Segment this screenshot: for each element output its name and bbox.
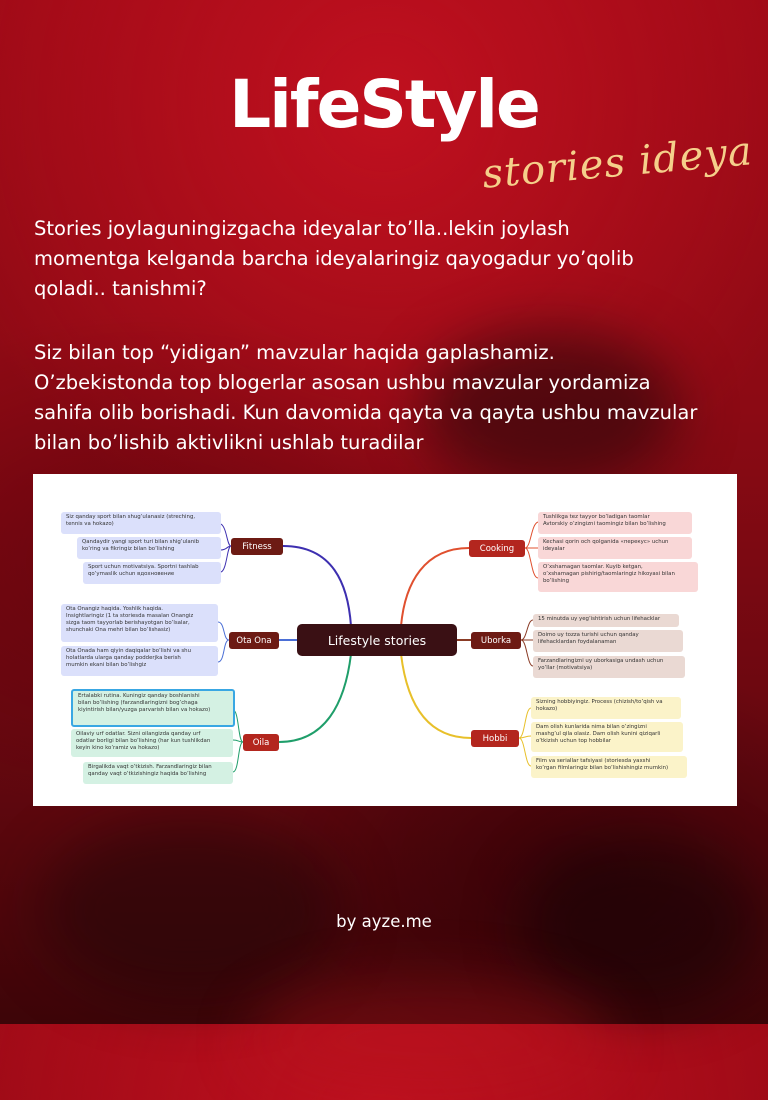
idea-line: o’tkizish uchun top hobbilar xyxy=(536,738,611,744)
intro-line: sahifa olib borishadi. Kun davomida qayta va qayta ushbu mavzular xyxy=(34,401,698,424)
idea-line: Oilaviy urf odatlar. Sizni oilangizda qanday urf xyxy=(76,731,201,737)
idea-line: hokazo) xyxy=(536,706,558,712)
idea-line: Ota Onada ham qiyin daqiqalar bo’lishi va shu xyxy=(66,648,192,654)
topic-hobbi: Hobbi xyxy=(471,730,519,747)
idea-line: ko’ring va fikringiz bilan bo’lishing xyxy=(82,546,175,552)
idea-line: tennis va hokazo) xyxy=(66,521,114,527)
connector-oila-leaf xyxy=(233,742,243,772)
mindmap-card xyxy=(33,474,737,806)
idea-line: bo’lishing xyxy=(543,578,569,584)
idea-cooking xyxy=(538,537,692,559)
intro-paragraph xyxy=(34,338,754,458)
idea-line: odatlar borligi bilan bo’lishing (har kun tushlikdan xyxy=(76,738,211,744)
idea-line: 15 minutda uy yeg’ishtirish uchun lifehacklar xyxy=(538,616,661,622)
idea-cooking xyxy=(538,562,698,592)
intro-paragraph xyxy=(34,214,754,304)
connector-cooking-leaf xyxy=(525,548,538,578)
idea-uborka xyxy=(533,614,679,627)
connector-uborka-leaf xyxy=(521,640,533,666)
connector-hobbi-leaf xyxy=(519,738,531,766)
connector-cooking xyxy=(401,548,469,626)
idea-line: Avtorskiy o’zingizni taomingiz bilan bo’lishing xyxy=(543,521,666,527)
topic-fitness: Fitness xyxy=(231,538,283,555)
idea-line: yo’llar (motivatsiya) xyxy=(538,665,593,671)
background-blur xyxy=(40,820,340,1000)
idea-line: Film va seriallar tafsiyasi (storiesda yaxshi xyxy=(536,758,651,764)
idea-line: Sizning hobbiyingiz. Process (chizish/to’qish va xyxy=(536,699,663,705)
idea-line: mumkin ekani bilan bo’lishgiz xyxy=(66,662,147,668)
topic-uborka: Uborka xyxy=(471,632,521,649)
connector-uborka-leaf xyxy=(521,620,533,640)
idea-line: Farzandlaringizni uy uborkasiga undash uchun xyxy=(538,658,664,664)
idea-line: Ertalabki rutina. Kuningiz qanday boshlanishi xyxy=(78,693,200,699)
page-subtitle: stories ideya xyxy=(480,128,755,198)
idea-oila xyxy=(71,689,235,727)
idea-ota-ona xyxy=(61,604,218,642)
idea-line: sizga taom tayyorlab berishayotgan bo’lsalar, xyxy=(66,620,190,626)
footer-credit: by ayze.me xyxy=(336,912,432,931)
idea-cooking xyxy=(538,512,692,534)
idea-line: Doimo uy tozza turishi uchun qanday xyxy=(538,632,639,638)
idea-line: Qandaydir yangi sport turi bilan shig’ulanib xyxy=(82,539,200,545)
idea-hobbi xyxy=(531,697,681,719)
intro-line: Siz bilan top “yidigan” mavzular haqida gaplashamiz. xyxy=(34,341,555,364)
idea-oila xyxy=(71,729,233,757)
connector-hobbi xyxy=(401,654,471,738)
idea-line: mashg’ul qila olasiz. Dam olish kunini qiziqarli xyxy=(536,731,661,737)
idea-hobbi xyxy=(531,722,683,752)
topic-oila: Oila xyxy=(243,734,279,751)
idea-line: Tushlikga tez tayyor bo’ladigan taomlar xyxy=(543,514,650,520)
connector-ota-ona-leaf xyxy=(218,640,229,662)
idea-line: ko’rgan filmlaringiz bilan bo’lishishingiz mumkin) xyxy=(536,765,669,771)
idea-line: Kechasi qorin och qolganida «перекус» uchun xyxy=(543,539,669,545)
idea-line: keyin kino ko’ramiz va hokazo) xyxy=(76,745,160,751)
background-blur xyxy=(250,980,610,1100)
idea-uborka xyxy=(533,656,685,678)
idea-line: lifehacklardan foydalanaman xyxy=(538,639,617,645)
idea-line: Dam olish kunlarida nima bilan o’zingizni xyxy=(536,724,647,730)
topic-ota-ona: Ota Ona xyxy=(229,632,279,649)
idea-line: O’xshamagan taomlar. Kuyib ketgan, xyxy=(543,564,643,570)
intro-line: qoladi.. tanishmi? xyxy=(34,277,207,300)
idea-ota-ona xyxy=(61,646,218,676)
idea-line: qo’ymaslik uchun вдохновение xyxy=(88,571,175,577)
intro-line: O’zbekistonda top blogerlar asosan ushbu mavzular yordamiza xyxy=(34,371,651,394)
connector-fitness xyxy=(283,546,351,626)
intro-line: bilan bo’lishib aktivlikni ushlab turadilar xyxy=(34,431,424,454)
mindmap-center-node: Lifestyle stories xyxy=(297,624,457,656)
idea-line: shunchaki Ona mehri bilan bo’lishasiz) xyxy=(66,627,171,633)
idea-fitness xyxy=(77,537,221,559)
idea-line: holatlarda ularga qanday podderjka berish xyxy=(66,655,181,661)
idea-line: Birgalikda vaqt o’tkizish. Farzandlaringiz bilan xyxy=(88,764,212,770)
intro-line: Stories joylaguningizgacha ideyalar to’lla..lekin joylash xyxy=(34,217,570,240)
idea-line: Ota Onangiz haqida. Yoshlik haqida. xyxy=(66,606,164,612)
idea-line: Insightlaringiz (1 ta storiesda masalan Onangiz xyxy=(66,613,194,619)
idea-line: Siz qanday sport bilan shug’ulanasiz (streching, xyxy=(66,514,196,520)
connector-ota-ona-leaf xyxy=(218,622,229,640)
idea-oila xyxy=(83,762,233,784)
idea-fitness xyxy=(61,512,221,534)
topic-cooking: Cooking xyxy=(469,540,525,557)
idea-hobbi xyxy=(531,756,687,778)
connector-oila xyxy=(279,654,351,742)
idea-line: kiyintirish bilan/yuzga parvarish bilan va hokazo) xyxy=(78,707,211,713)
idea-uborka xyxy=(533,630,683,652)
idea-line: Sport uchun motivatsiya. Sportni tashlab xyxy=(88,564,199,570)
idea-line: qanday vaqt o’tkizishingiz haqida bo’lishing xyxy=(88,771,207,777)
idea-line: o’xshamagan pishirig/taomlaringiz hikoyasi bilan xyxy=(543,571,675,577)
idea-line: ideyalar xyxy=(543,546,565,552)
idea-fitness xyxy=(83,562,221,584)
intro-line: momentga kelganda barcha ideyalaringiz qayogadur yo’qolib xyxy=(34,247,634,270)
connector-fitness-leaf xyxy=(221,524,231,546)
page-title: LifeStyle xyxy=(229,66,539,143)
connector-cooking-leaf xyxy=(525,522,538,548)
connector-hobbi-leaf xyxy=(519,708,531,738)
idea-line: bilan bo’lishing (farzandlaringizni bog’chaga xyxy=(78,700,198,706)
